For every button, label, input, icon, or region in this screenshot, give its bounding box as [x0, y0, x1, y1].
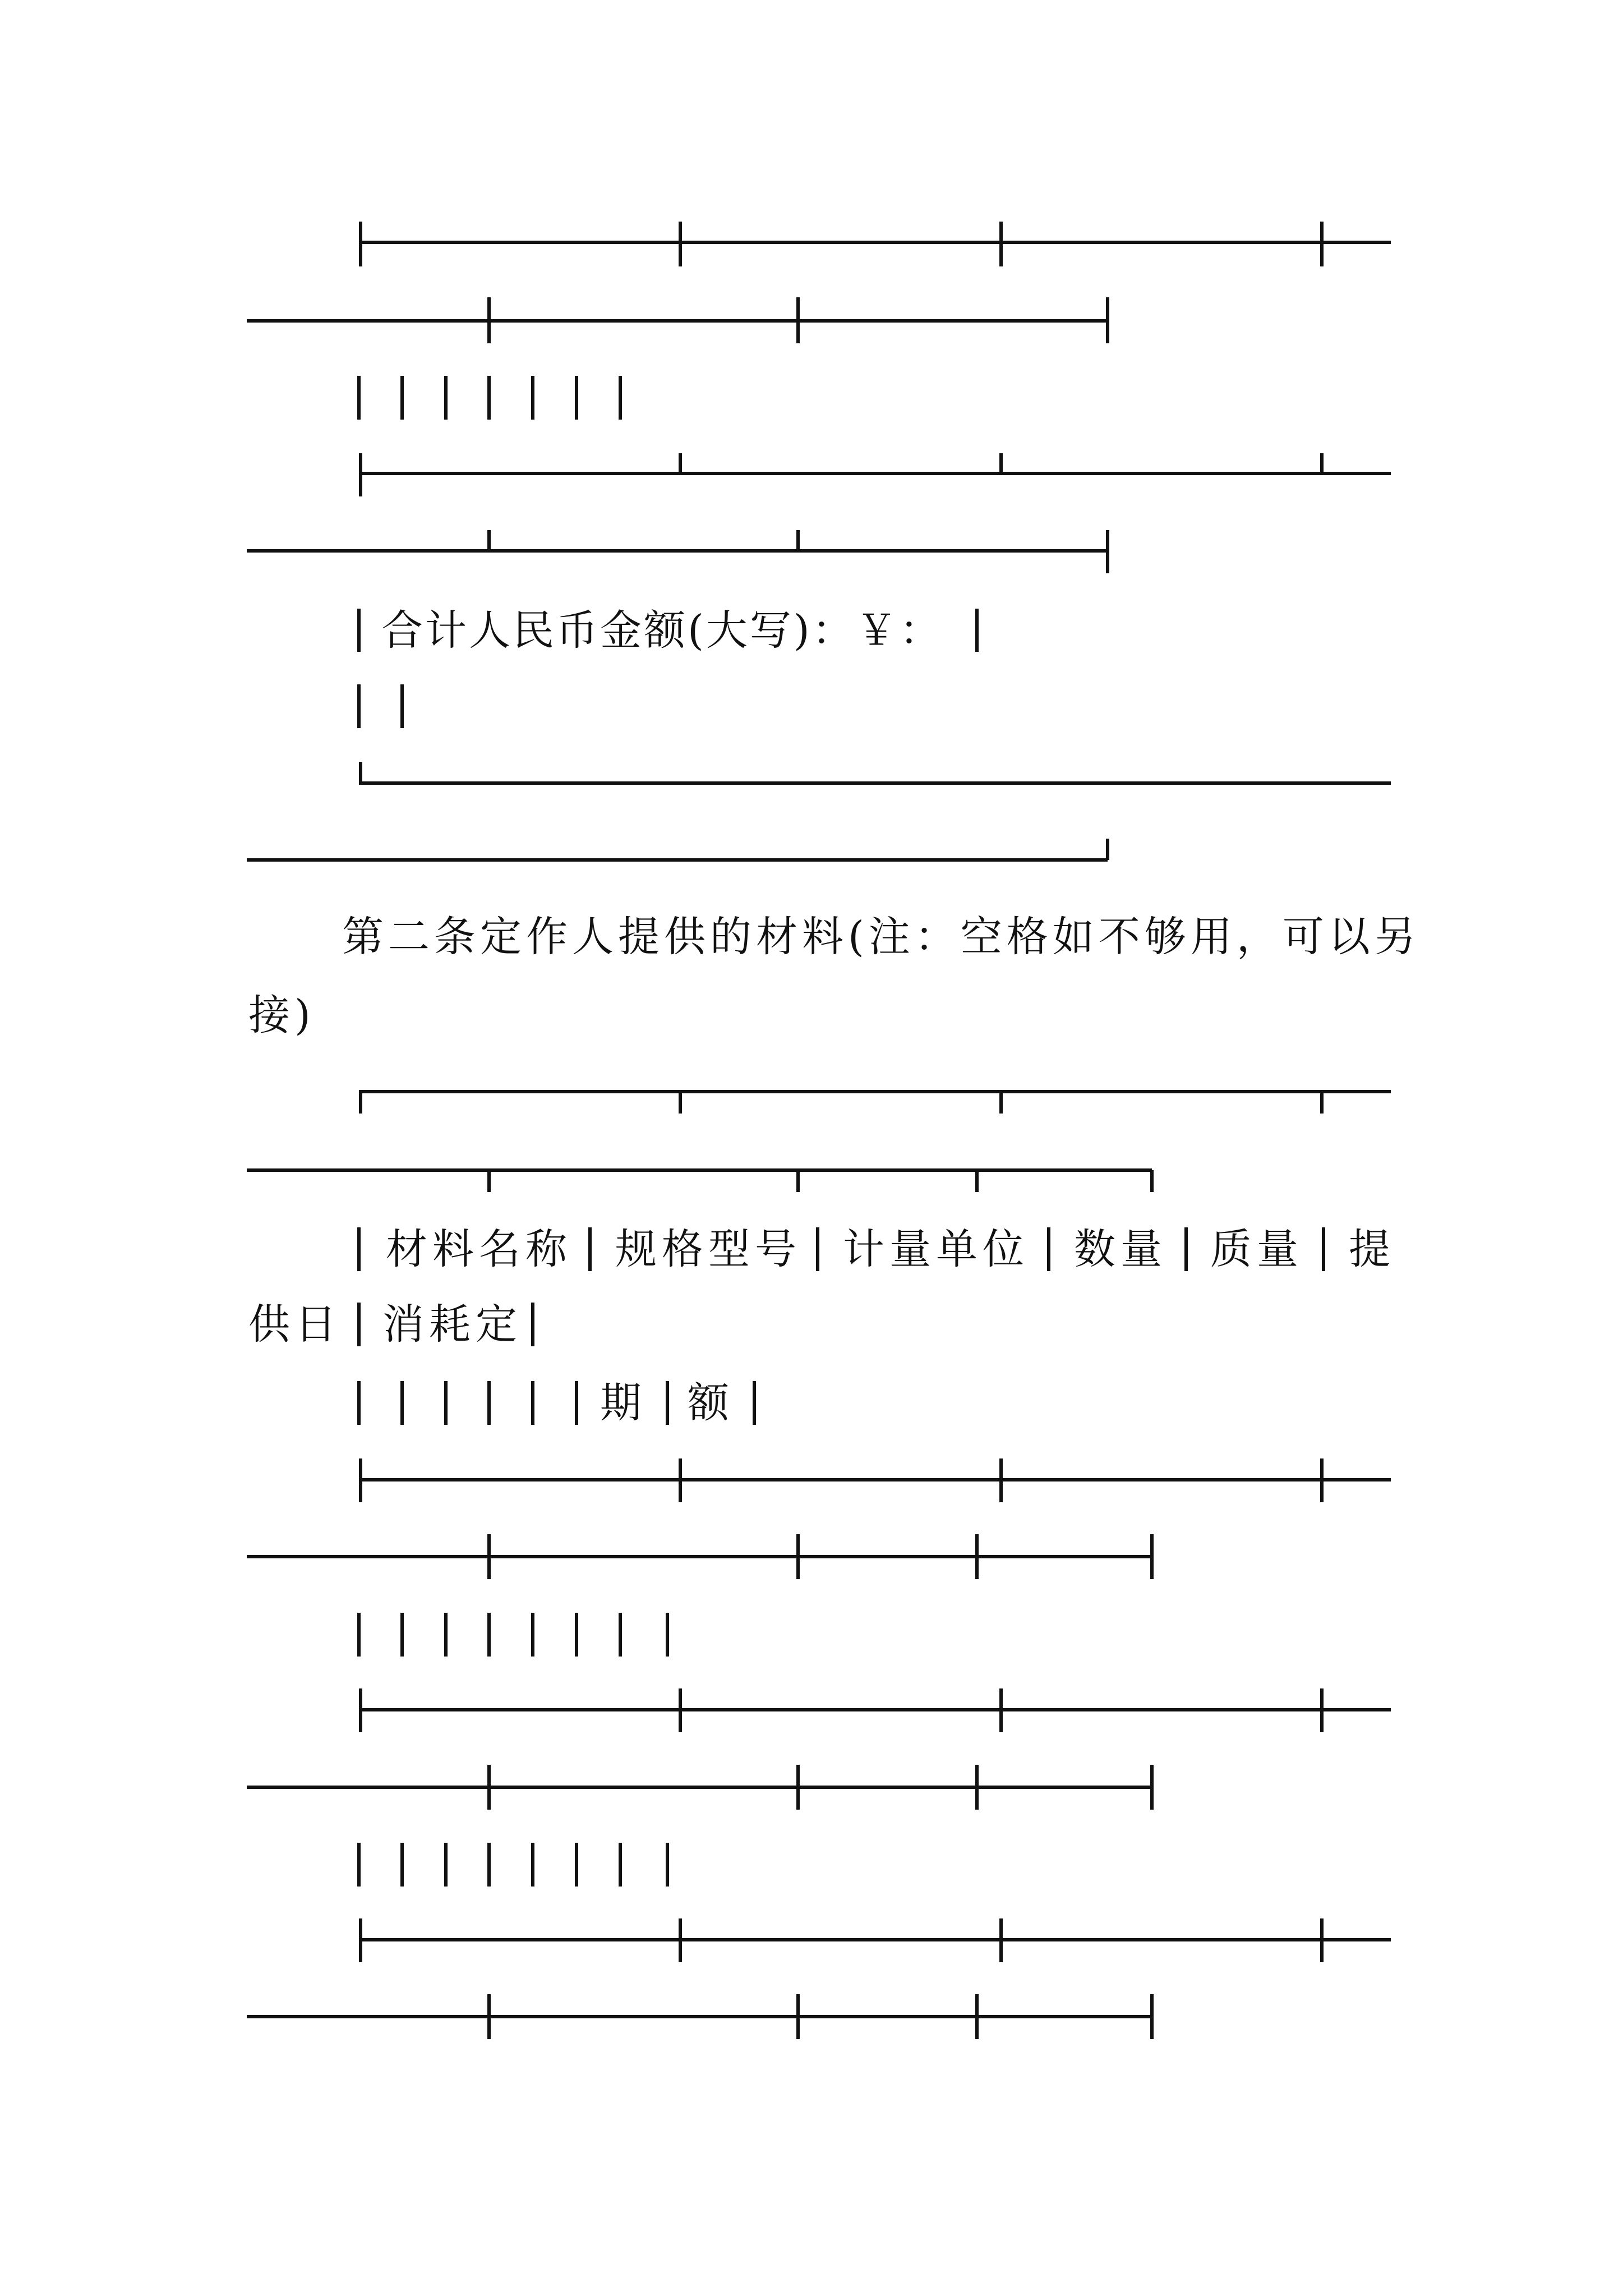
table2-row-separator-1: [247, 1458, 1391, 1579]
header-consumption-quota-part2: 额: [688, 1379, 731, 1427]
table2-row-separator-2: [247, 1688, 1391, 1810]
table1-empty-row: [359, 376, 620, 420]
header-unit: 计量单位: [843, 1225, 1029, 1273]
table1-row-separator-1: [247, 222, 1391, 343]
header-consumption-quota-part1: 消耗定: [382, 1300, 522, 1349]
article2-heading-line2: 接): [248, 991, 315, 1039]
article2-heading-line1: 第二条定作人提供的材料(注：空格如不够用，可以另: [342, 913, 1421, 961]
header-supply-date-part3: 期: [600, 1379, 644, 1427]
header-supply-date-part2: 供日: [248, 1300, 342, 1349]
header-material-name: 材料名称: [386, 1225, 572, 1273]
header-supply-date-part1: 提: [1349, 1225, 1393, 1273]
header-quality: 质量: [1210, 1225, 1303, 1273]
table2-row-separator-3: [247, 1918, 1391, 2039]
table1-row-separator-2: [247, 453, 1391, 573]
table1-bottom-border: [247, 762, 1391, 860]
header-quantity: 数量: [1074, 1225, 1167, 1273]
header-spec-model: 规格型号: [615, 1225, 801, 1273]
table1-total-amount-label: 合计人民币金额(大写)：￥：: [381, 606, 943, 655]
table2-top-border: [247, 1092, 1391, 1192]
table2-empty-row-2: [359, 1843, 667, 1887]
table2-empty-row-1: [359, 1613, 667, 1657]
